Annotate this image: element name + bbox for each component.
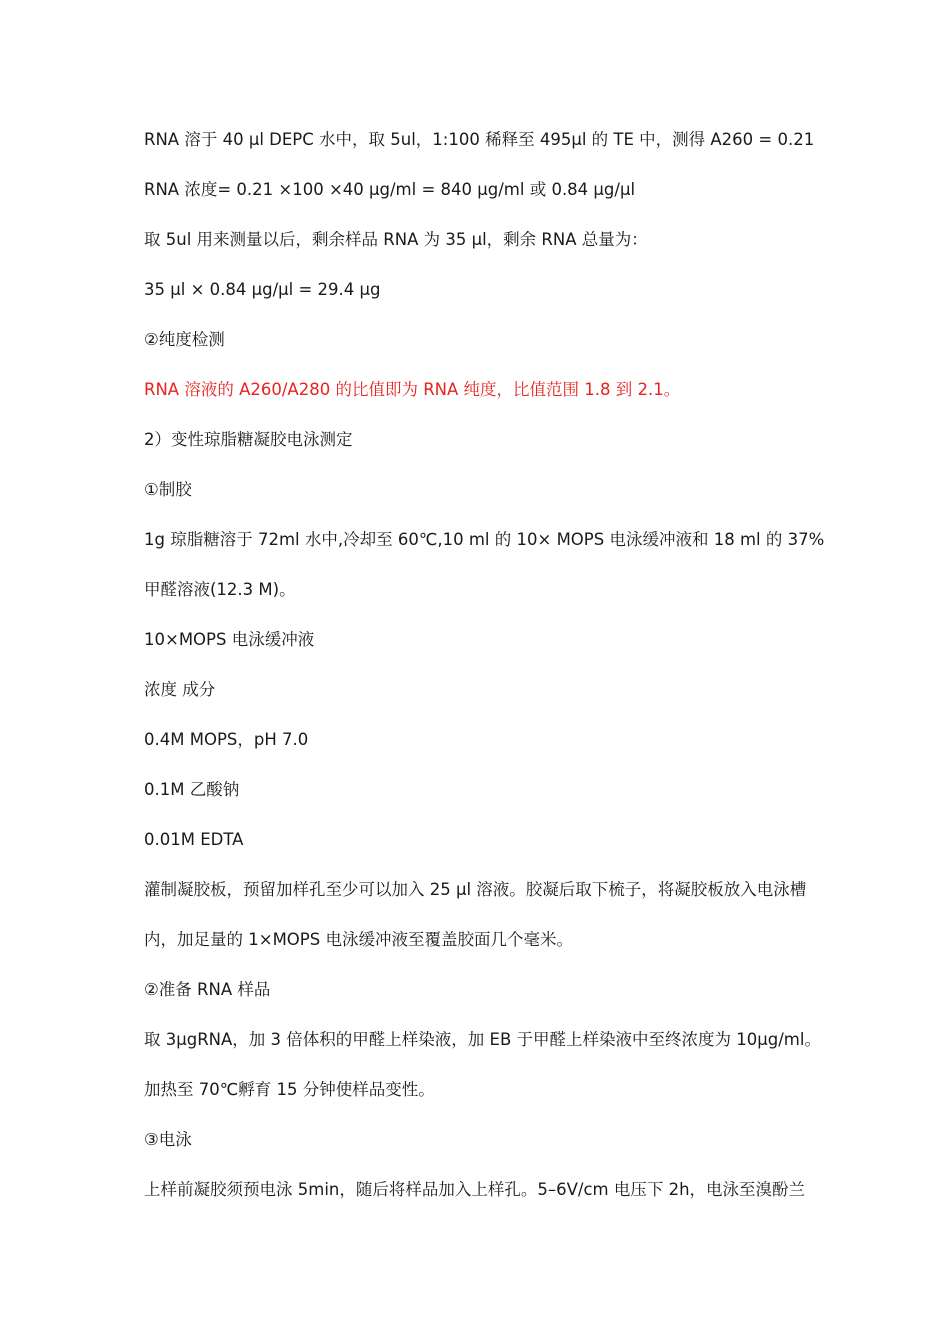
text-line: 0.4M MOPS，pH 7.0: [144, 730, 309, 749]
highlighted-text-line: RNA 溶液的 A260/A280 的比值即为 RNA 纯度，比值范围 1.8 到 2.1。: [144, 380, 681, 399]
section-heading: 2）变性琼脂糖凝胶电泳测定: [144, 430, 353, 449]
text-line: 1g 琼脂糖溶于 72ml 水中,冷却至 60℃,10 ml 的 10× MOPS 电泳缓冲液和 18 ml 的 37%: [144, 530, 825, 549]
section-heading: ①制胶: [144, 480, 192, 499]
text-line: 内，加足量的 1×MOPS 电泳缓冲液至覆盖胶面几个毫米。: [144, 930, 573, 949]
text-line: 甲醛溶液(12.3 M)。: [144, 580, 296, 599]
section-heading: ②准备 RNA 样品: [144, 980, 271, 999]
text-line: RNA 溶于 40 µl DEPC 水中，取 5ul，1:100 稀释至 495µl 的 TE 中，测得 A260 = 0.21: [144, 130, 815, 149]
section-heading: ②纯度检测: [144, 330, 225, 349]
text-line: 取 3µgRNA，加 3 倍体积的甲醛上样染液，加 EB 于甲醛上样染液中至终浓度为 10µg/ml。: [144, 1030, 821, 1049]
text-line: RNA 浓度= 0.21 ×100 ×40 µg/ml = 840 µg/ml 或 0.84 µg/µl: [144, 180, 636, 199]
text-line: 0.1M 乙酸钠: [144, 780, 240, 799]
section-heading: ③电泳: [144, 1130, 192, 1149]
text-line: 加热至 70℃孵育 15 分钟使样品变性。: [144, 1080, 435, 1099]
text-line: 0.01M EDTA: [144, 830, 244, 849]
text-line: 浓度 成分: [144, 680, 216, 699]
text-line: 灌制凝胶板，预留加样孔至少可以加入 25 µl 溶液。胶凝后取下梳子，将凝胶板放入电泳槽: [144, 880, 807, 899]
text-line: 10×MOPS 电泳缓冲液: [144, 630, 315, 649]
text-line: 35 µl × 0.84 µg/µl = 29.4 µg: [144, 280, 381, 299]
text-line: 取 5ul 用来测量以后，剩余样品 RNA 为 35 µl，剩余 RNA 总量为：: [144, 230, 648, 249]
text-line: 上样前凝胶须预电泳 5min，随后将样品加入上样孔。5–6V/cm 电压下 2h，电泳至溴酚兰: [144, 1180, 806, 1199]
